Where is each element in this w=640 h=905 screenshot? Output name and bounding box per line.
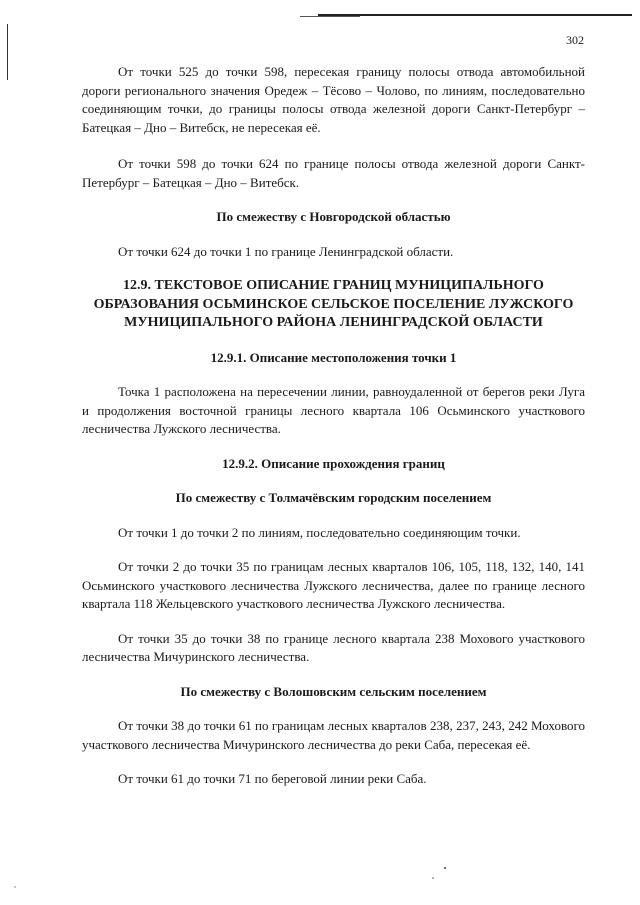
heading-tolmachevo-border: По смежеству с Толмачёвским городским поселением <box>175 490 492 505</box>
heading-12-9-1: 12.9.1. Описание местоположения точки 1 <box>210 349 457 365</box>
heading-novgorod-border: По смежеству с Новгородской областью <box>216 209 451 224</box>
paragraph-points-38-61: От точки 38 до точки 61 по границам лесных кварталов 238, 237, 243, 242 Мохового участкового лесничества Мичуринского лесничества до реки Саба, пересекая её. <box>82 718 585 752</box>
paragraph-points-35-38: От точки 35 до точки 38 по границе лесного квартала 238 Мохового участкового лесничества Мичуринского лесничества. <box>82 630 585 664</box>
paragraph-points-598-624: От точки 598 до точки 624 по границе полосы отвода железной дороги Санкт-Петербург – Батецкая – Дно – Витебск. <box>82 156 585 190</box>
document-body <box>82 63 585 789</box>
scan-border-line <box>318 14 632 16</box>
page-number: 302 <box>566 33 584 47</box>
paragraph-points-1-2: От точки 1 до точки 2 по линиям, последовательно соединяющим точки. <box>118 524 521 540</box>
paragraph-points-525-598: От точки 525 до точки 598, пересекая границу полосы отвода автомобильной дороги регионального значения Оредеж – Тёсово – Чолово, по линиям, последовательно соединяющим точки, до границы полосы отвода железной дороги Санкт-Петербург – Батецкая – Дно – Витебск, не пересекая её. <box>82 64 585 135</box>
scan-border-line-thin <box>300 16 360 17</box>
heading-12-9-2: 12.9.2. Описание прохождения границ <box>222 455 445 471</box>
paragraph-points-624-1: От точки 624 до точки 1 по границе Ленинградской области. <box>118 243 454 259</box>
paragraph-point-1-location: Точка 1 расположена на пересечении линии, равноудаленной от берегов реки Луга и продолжения восточной границы лесного квартала 106 Осьминского участкового лесничества Лужского лесничества. <box>82 384 585 436</box>
paragraph-points-2-35: От точки 2 до точки 35 по границам лесных кварталов 106, 105, 118, 132, 140, 141 Осьминского участкового лесничества Лужского лесничества, далее по границе лесного квартала 118 Жельцевского участкового лесничества Лужского лесничества. <box>82 559 585 611</box>
scan-edge-mark <box>7 24 8 80</box>
heading-voloshovo-border: По смежеству с Волошовским сельским поселением <box>180 683 487 699</box>
paragraph-points-61-71: От точки 61 до точки 71 по береговой линии реки Саба. <box>118 771 427 786</box>
section-title-12-9: 12.9. ТЕКСТОВОЕ ОПИСАНИЕ ГРАНИЦ МУНИЦИПАЛЬНОГО ОБРАЗОВАНИЯ ОСЬМИНСКОЕ СЕЛЬСКОЕ ПОСЕЛЕНИЕ ЛУЖСКОГО МУНИЦИПАЛЬНОГО РАЙОНА ЛЕНИНГРАДСКОЙ ОБЛАСТИ <box>93 278 574 330</box>
